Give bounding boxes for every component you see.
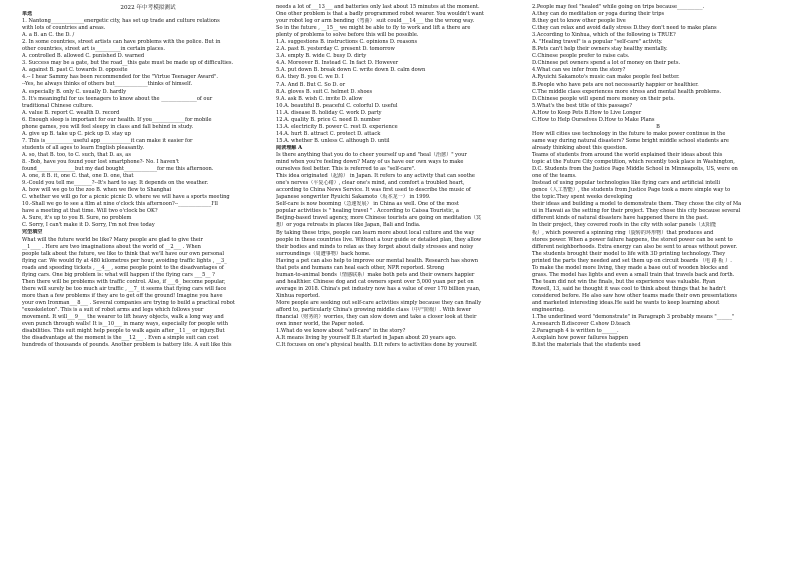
text-line: C. Sorry, I can't make it D. Sorry, I'm not free today xyxy=(22,222,155,229)
text-line: --Yes, he always thinks of others but_____________thinks of himself. xyxy=(22,81,193,88)
text-line: different neighborhoods. Extra energy can also be sent to areas without power. xyxy=(532,243,738,250)
text-line: 14.A. hurt B. attract C. protect D. attack xyxy=(276,130,381,137)
text-line: 4.-- I hear Sammy has been recommended for the "Virtue Teenager Award". xyxy=(22,74,218,81)
text-line: afford to, particularly China's growing middle class（中产阶级）. With fewer xyxy=(276,307,472,314)
text-line: found_______________but my dad bought_____________for me this afternoon. xyxy=(22,166,214,173)
text-line: 3.According to Xinhua, which of the following is TRUE? xyxy=(532,32,676,39)
text-line: 10.A. beautiful B. peaceful C. colorful D. useful xyxy=(276,102,398,109)
text-line: D.C. Students from the Justice Page Middle School in Minneapolis, US, were on xyxy=(532,166,738,173)
text-line: 阅读理解 A xyxy=(276,144,303,151)
text-line: that pets and humans can heal each other, NPR reported. Strong xyxy=(276,264,445,271)
text-line: Japanese songwriter Ryuichi Sakamoto（坂本龙一） in 1999. xyxy=(276,194,431,201)
text-line: 6.A. they B. you C. we D. I xyxy=(276,74,344,81)
text-line: printed the parts they needed and set them up on circuit boards （电 路 板 ）. xyxy=(532,257,732,264)
text-line: The students brought their model to life with 3D printing technology. They xyxy=(532,250,726,257)
text-line: A.Ryuichi Sakamoto's music can make people feel better. xyxy=(532,74,680,81)
text-line: C.It focuses on one's physical health. D.It refers to activities done by yourself. xyxy=(276,342,478,349)
column-left xyxy=(22,11,274,562)
text-line: and healthier. Chinese dog and cat owners spent over 5,000 yuan per pet on xyxy=(276,278,474,285)
page-title: 2022 年中考模拟测试 xyxy=(120,5,176,11)
text-line: One other problem is that a badly programmed robot wearer. You wouldn't want xyxy=(276,11,484,18)
text-line: 7. This is___________useful app____________it can make it easier for xyxy=(22,137,193,144)
text-line: 1. Nantong_____________energetic city, has set up trade and culture relations xyxy=(22,18,220,25)
text-line: C. whether we will go for a picnic picnic D. where we will have a sports meeting xyxy=(22,194,230,201)
text-line: 3. Success may be a gate, but the road__this gate must be made up of difficulties. xyxy=(22,60,234,67)
text-line: 11.A. disease B. holiday C. work D. party xyxy=(276,109,382,116)
text-line: C.How to Help Ourselves D.How to Make Plans xyxy=(532,116,655,123)
text-line: Xinhua reported. xyxy=(276,292,320,299)
text-line: 1.What do we know about "self-care" in the story? xyxy=(276,328,406,335)
text-line: other countries, street art is__________in certain places. xyxy=(22,46,166,53)
text-line: phone games, you will feel sleepy in class and fall behind in study. xyxy=(22,123,194,130)
text-line: and marketed interesting ideas.He said he wants to keep learning about xyxy=(532,299,720,306)
text-line: popular activities is " healing travel " . According to Caissa Touristic, a xyxy=(276,208,459,215)
text-line: 3.A. empty B. wide C. busy D. dirty xyxy=(276,53,367,60)
text-line: 5. It's meaningful for us teenagers to know about the ______________of our xyxy=(22,95,213,102)
text-line: C.they can relax and avoid daily stress D.they don't need to make plans xyxy=(532,25,717,32)
text-line: How will cities use technology in the future to make power continue in the xyxy=(532,130,726,137)
text-line: the disadvantage at the moment is the___12___ . Even a simple suit can cost xyxy=(22,335,219,342)
text-line: A. value B. report C. wealth D. record xyxy=(22,109,120,116)
text-line: considered before. He also saw how other teams made their own presentations xyxy=(532,292,738,299)
text-line: 单选 xyxy=(22,11,33,17)
text-line: students of all ages to learn English pleasantly. xyxy=(22,144,144,151)
text-line: same way during natural disasters? Some bright middle school students are xyxy=(532,137,729,144)
text-line: their ideas and building a model to demonstrate them. They chose the city of Ma xyxy=(532,201,742,208)
text-line: D.Chinese pet owners spend a lot of money on their pets. xyxy=(532,60,681,67)
text-line: your robot leg or arm bending（弯曲） suit could___14___ the the wrong way. xyxy=(276,18,475,25)
text-line: 9.A. ask B. wish C. invite D. allow xyxy=(276,95,363,102)
text-line: 1.The underlined word "demonstrate" in Paragraph 3 probably means "______" xyxy=(532,314,735,321)
text-line: A. give up B. take up C. pick up D. stay up xyxy=(22,130,131,137)
text-line: 10.-Shall we go to see a film at nine o'clock this afternoon?--_____________I'll xyxy=(22,201,218,208)
text-line: B.Pets can't help their owners stay healthy mentally. xyxy=(532,46,668,53)
text-line: one's nerves（平复心绪）, clear one's mind, and comfort a troubled heart, xyxy=(276,180,465,187)
text-line: A. especially B. only C. usually D. hardly xyxy=(22,88,127,95)
text-line: 2.People may feel "healed" while going on trips because__________. xyxy=(532,4,705,10)
text-line: 完型填空 xyxy=(22,229,43,236)
text-line: plenty of problems to solve before this will be possible. xyxy=(276,32,419,39)
text-line: traditional Chinese culture. xyxy=(22,102,94,109)
text-line: A.they can do meditation or yoga during their trips xyxy=(532,11,665,18)
text-line: Having a pet can also help to improve our mental health. Research has shown xyxy=(276,257,479,264)
text-line: 15.A. whether B. unless C. although D. until xyxy=(276,137,390,144)
text-line: B xyxy=(656,123,660,130)
text-line: A. how will we go to the zoo B. when we flew to Shanghai xyxy=(22,187,172,194)
text-line: people in these countries live. Without a tour guide or detailed plan, they allow xyxy=(276,236,482,243)
text-line: 5.A. put down B. break down C. write down D. calm down xyxy=(276,67,426,74)
text-line: roads and speeding tickets , __4__ , some people point to the disadvantages of xyxy=(22,264,224,271)
text-line: Instead of using popular technologies like flying cars and artificial intelli xyxy=(532,180,721,187)
text-line: one of the teams. xyxy=(532,173,577,180)
text-line: By taking these trips, people can learn more about local culture and the way xyxy=(276,229,475,236)
text-line: A.explain how power failures happen xyxy=(532,335,629,342)
text-line: mind when you're feeling down? Many of us have our own ways to make xyxy=(276,159,464,166)
text-line: 8. -Bob, have you found your lost smartphone?- No. I haven't xyxy=(22,158,180,165)
text-line: 2.Paragraph 4 is written to______. xyxy=(532,328,619,335)
text-line: the topic.They spent weeks developing xyxy=(532,194,633,201)
text-line: flying cars. One big problem is: what will happen if the flying cars ___5__ ? xyxy=(22,271,215,278)
text-line: A.research B.discover C.show D.teach xyxy=(532,321,631,328)
text-line: with lots of countries and areas. xyxy=(22,25,106,32)
text-line: A. so, that B. too, to C. such, that D. as, as xyxy=(22,151,131,158)
text-line: there will surely be too much air traffic , __7_ it seems that flying cars will face xyxy=(22,285,227,292)
text-line: more than a few problems if they are to get off the ground! Imagine you have xyxy=(22,292,223,299)
text-line: have a meeting at that time. Will two o'clock be OK? xyxy=(22,208,158,215)
text-line: 板）, which powered a spinning ring（旋转的环形物）that produces and xyxy=(532,229,714,236)
text-line: different kinds of natural disasters have happened there in the past. xyxy=(532,215,709,222)
text-line: 13.A. electricity B. power C. rest D. experience xyxy=(276,123,398,130)
text-line: needs a lot of___13___ and batteries only last about 15 minutes at the moment. xyxy=(276,4,480,10)
text-line: topic at the Future City competition, which recently took place in Washington, xyxy=(532,159,735,166)
text-line: 4.A. Moreover B. Instead C. In fact D. However xyxy=(276,60,399,67)
text-line: Self-care is now booming（急速发展） in China as well. One of the most xyxy=(276,201,459,208)
text-line: according to China News Service. It was first used to describe the music of xyxy=(276,187,471,194)
text-line: 7.A. And B. But C. So D. or xyxy=(276,81,346,88)
text-line: 2.A. past B. yesterday C. present D. tomorrow xyxy=(276,46,395,53)
text-line: 5.What's the best title of this passage? xyxy=(532,102,632,109)
text-line: More people are seeking out self-care activities simply because they can finally xyxy=(276,299,482,306)
text-line: So in the future , __15__ we might be able to fly to work and lift a there are xyxy=(276,25,471,32)
text-line: 2. In some countries, street artists can have problems with the police. But in xyxy=(22,39,221,46)
text-line: engineering. xyxy=(532,307,565,314)
text-line: B.list the materials that the students used xyxy=(532,342,641,349)
text-line: Rowell, 13, said he thought it was cool to think about things that he hadn't xyxy=(532,285,726,292)
text-line: To make the model more living, they made a base out of wooden blocks and xyxy=(532,264,728,271)
text-line: flying car. We would fly at 480 kilometres per hour, avoiding traffic lights , __3_ xyxy=(22,257,227,264)
text-line: The team did not win the finals, but the experience was valuable. Ryan xyxy=(532,278,716,285)
column-middle xyxy=(276,4,528,556)
text-line: A. "Healing travel" is a popular "self-care" activity. xyxy=(532,39,663,46)
text-line: "exoskeleton". This is a suit of robot arms and legs which follows your xyxy=(22,306,204,313)
text-line: 6. Enough sleep is important for our health. If you_____________for mobile xyxy=(22,116,212,123)
text-line: Is there anything that you do to cheer yourself up and "heal（治愈）" your xyxy=(276,151,467,158)
text-line: 1.A. suggestions B. instructions C. opinions D. reasons xyxy=(276,39,418,46)
text-line: A.How to Keep Pets B.How to Live Longer xyxy=(532,109,642,116)
text-line: grass. The model has lights and even a small train that travels back and forth. xyxy=(532,271,735,278)
text-line: Beijing-based travel agency, more Chinese tourists are going on meditation（冥 xyxy=(276,215,482,222)
text-line: This idea originated（起源） in Japan. It refers to any activity that can soothe xyxy=(276,173,475,180)
text-line: gence（人工智能）, the students from Justice Page took a more simple way to xyxy=(532,187,731,194)
text-line: disabilities. This suit might help people to walk again after__11__ or injury.But xyxy=(22,328,225,335)
text-line: A. a B. an C. the D. / xyxy=(22,32,75,39)
text-line: already thinking about this question. xyxy=(532,144,628,151)
text-line: C.Chinese people prefer to raise cats. xyxy=(532,53,630,60)
text-line: A. Sure, it's up to you B. Sure, no problem xyxy=(22,215,132,222)
text-line: 想）or yoga retreats in places like Japan, Bali and India. xyxy=(276,222,421,229)
text-line: people talk about the future, we like to think that we'll have our own personal xyxy=(22,250,224,257)
text-line: hundreds of thousands of pounds. Another problem is battery life. A suit like this xyxy=(22,342,232,349)
text-line: A. controlled B. allowed C. punished D. warned xyxy=(22,53,145,60)
text-line: In their project, they covered roofs in the city with solar panels（太阳能 xyxy=(532,222,717,229)
text-line: ui in Hawaii as the setting for their project. They chose this city because several xyxy=(532,208,741,215)
text-line: human-to-animal bonds（情感联系）make both pets and their owners happier xyxy=(276,271,475,278)
text-line: 4.What can we infer from the story? xyxy=(532,67,626,74)
text-line: ourselves feel better. This is referred to as "self-care". xyxy=(276,166,416,173)
text-line: Then there will be problems with traffic control. Also, if ___6_ become popular, xyxy=(22,278,226,285)
text-line: their bodies and minds to relax as they forget about daily stresses and noisy xyxy=(276,243,474,250)
text-line: A.It means living by yourself B.It started in Japan about 20 years ago. xyxy=(276,335,457,342)
text-line: surroundings（周遭事物）back home. xyxy=(276,250,371,257)
text-line: C.The middle class experiences more stress and mental health problems. xyxy=(532,88,722,95)
text-line: stores power. When a power failure happens, the stored power can be sent to xyxy=(532,236,733,243)
text-line: A. against B. past C. towards D. opposite xyxy=(22,67,128,74)
text-line: B.they get to know other people live xyxy=(532,18,626,25)
text-line: B.People who have pets are not necessarily happier or healthier. xyxy=(532,81,699,88)
text-line: 9.-Could you tell me_______?--It's hard to say. It depends on the weather. xyxy=(22,180,209,187)
text-line: own inner world, the Paper noted. xyxy=(276,321,365,328)
text-line: What will the future world be like? Many people are glad to give their xyxy=(22,236,203,243)
text-line: even punch through walls! It is__10___ in many ways, especially for people with xyxy=(22,321,229,328)
column-right xyxy=(532,4,784,556)
text-line: __1____ . Here are two imaginations about the world of __2___ . When xyxy=(22,243,201,250)
text-line: average in 2018. China's pet industry now has a value of over 170 billion yuan, xyxy=(276,285,481,292)
text-line: Teams of students from around the world explained their ideas about this xyxy=(532,151,723,158)
text-line: A. one, it B. it, one C. that, one D. one, that xyxy=(22,173,134,180)
text-line: your own Ironman___8___ . Several companies are trying to build a practical robot xyxy=(22,299,235,306)
text-line: movement. It will___9___ the wearer to lift heavy objects, walk a long way and xyxy=(22,314,224,321)
text-line: 12.A. quality B. price C. need D. number xyxy=(276,116,381,123)
text-line: D.Chinese people will spend more money on their pets. xyxy=(532,95,675,102)
text-line: 8.A. gloves B. suit C. helmet D. shoes xyxy=(276,88,373,95)
text-line: financial（财务的）worries, they can slow down and take a closer look at their xyxy=(276,314,477,321)
